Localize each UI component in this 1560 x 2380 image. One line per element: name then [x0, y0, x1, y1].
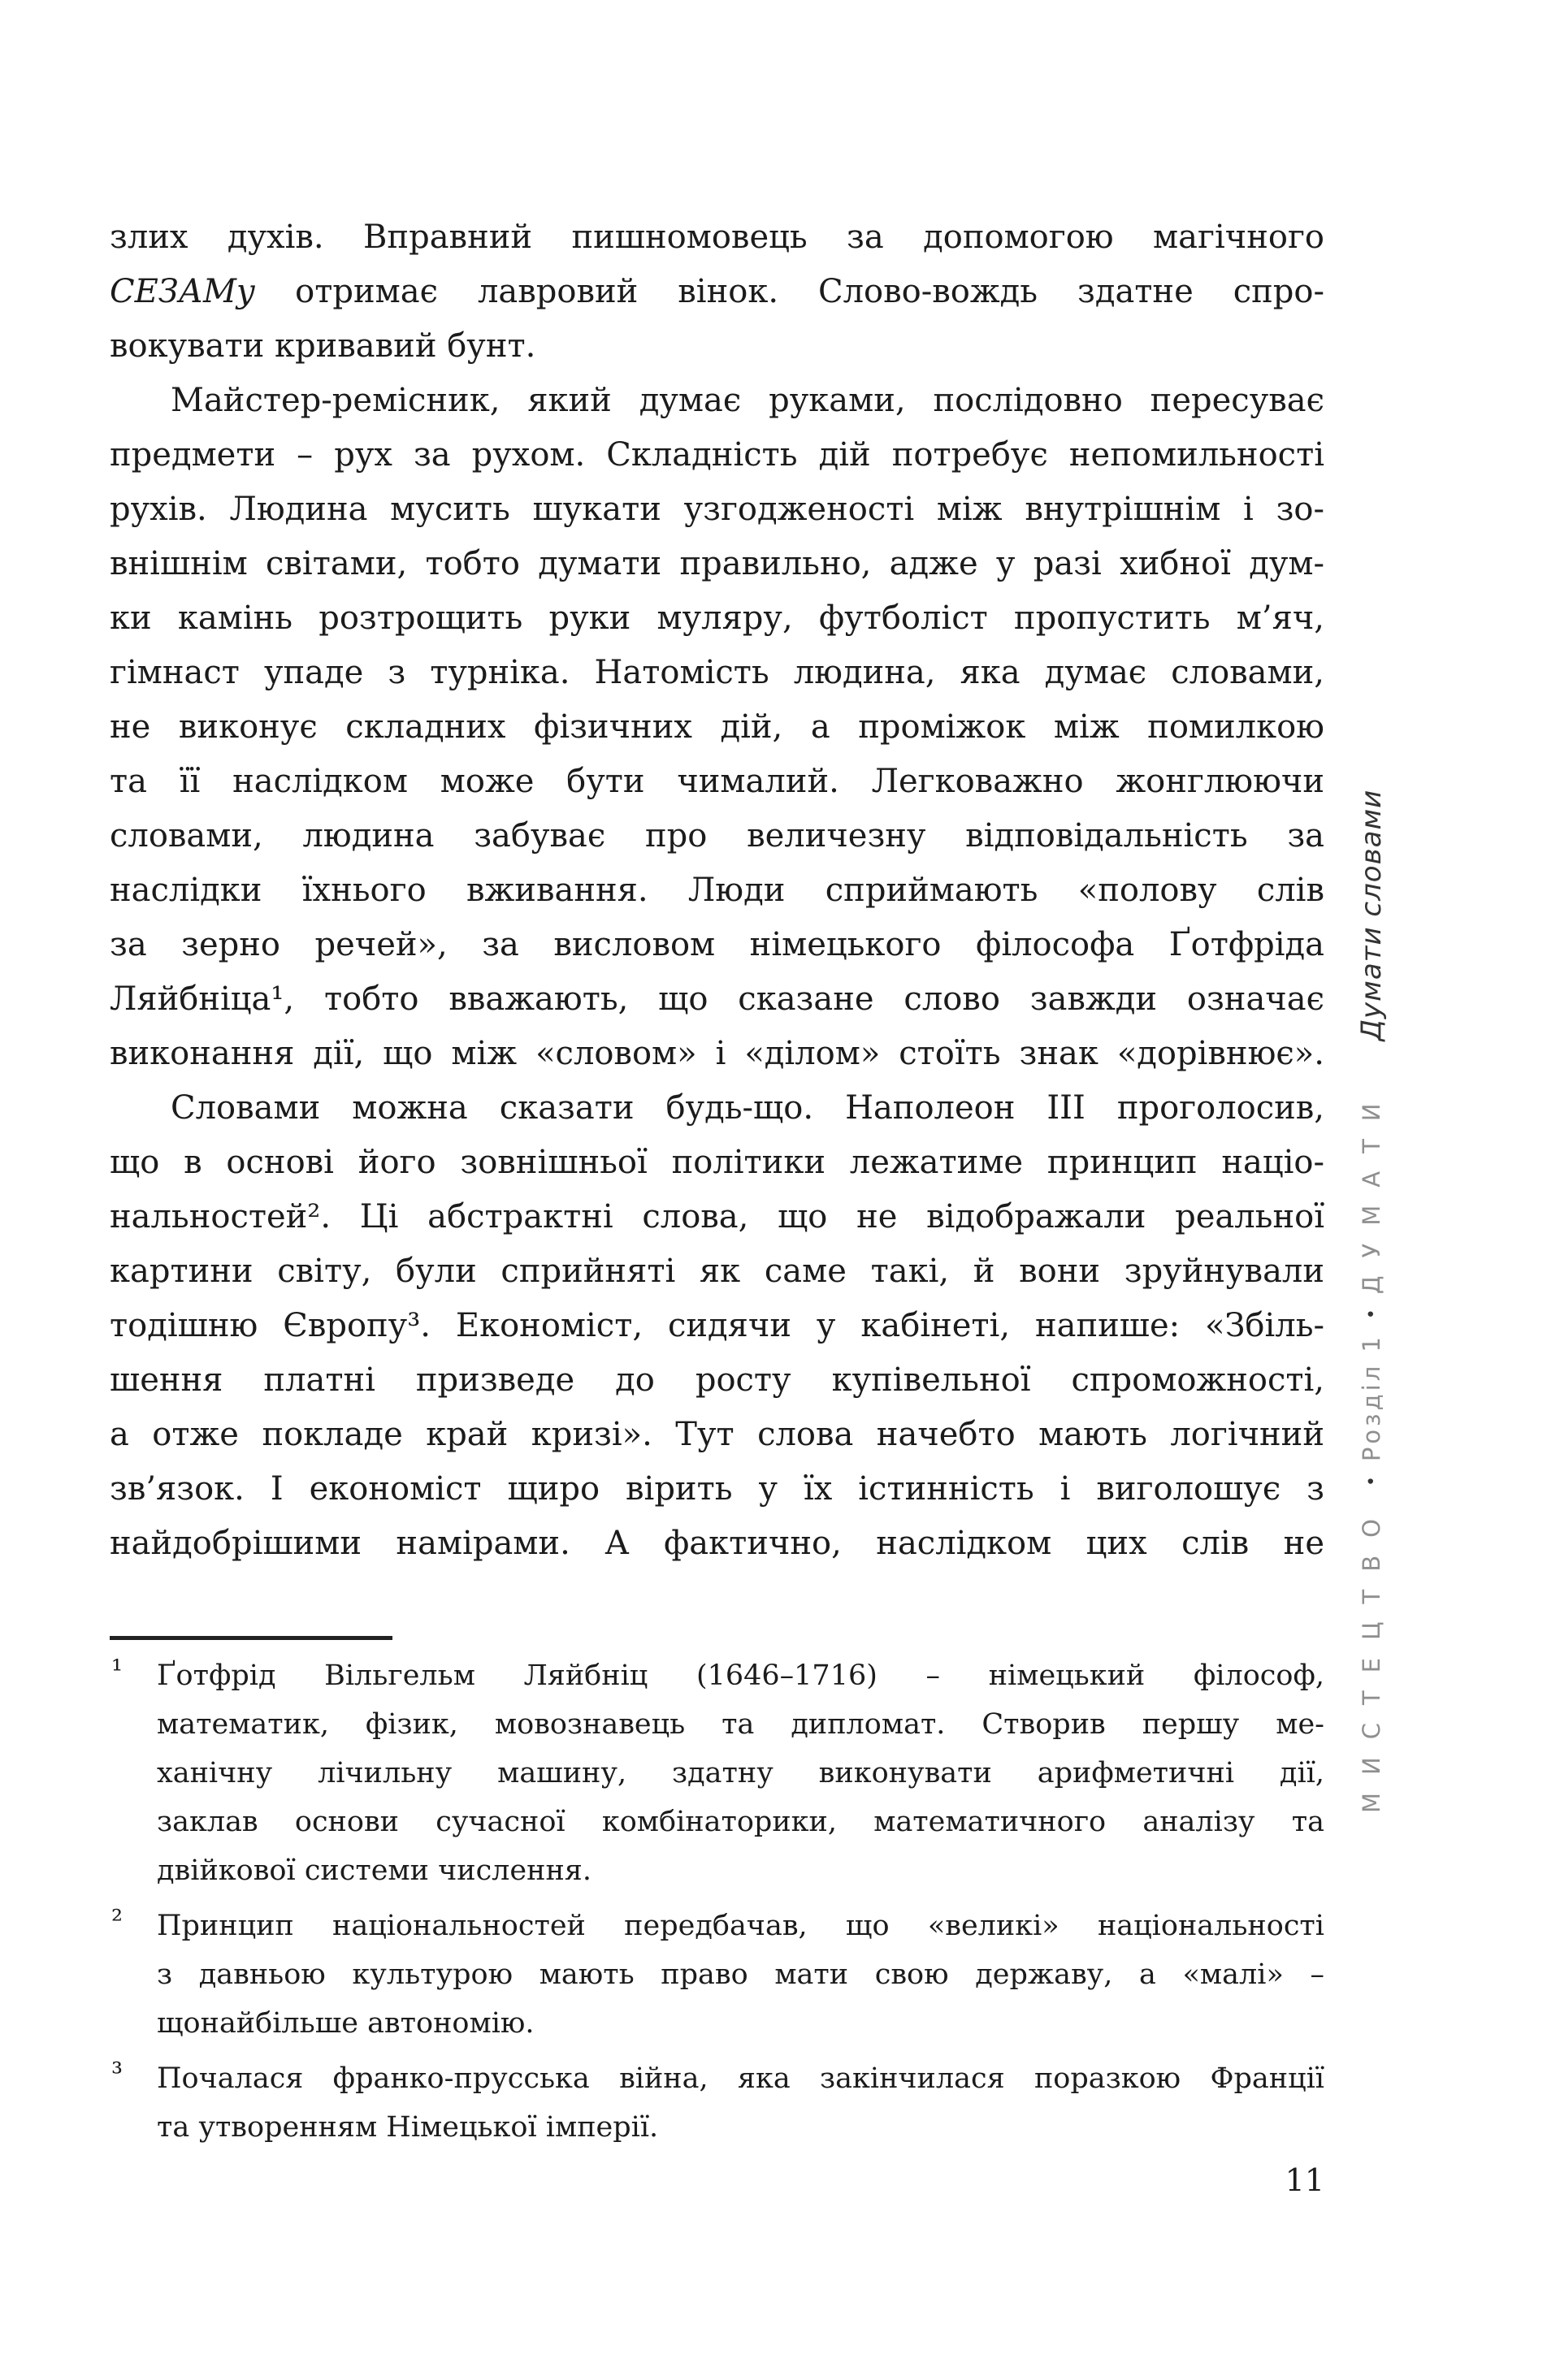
footnote-marker: ¹	[111, 1655, 124, 1687]
text-line: що в основі його зовнішньої політики лежатиме принцип націо-	[110, 1144, 1324, 1181]
footnote-line: та утворенням Німецької імперії.	[157, 2111, 659, 2144]
text-line: картини світу, були сприйняті як саме такі, й вони зруйнували	[110, 1253, 1324, 1290]
footnote-line: щонайбільше автономію.	[157, 2007, 535, 2040]
text-line: тодішню Європу³. Економіст, сидячи у кабінеті, напише: «Збіль-	[110, 1307, 1324, 1344]
text-line: предмети – рух за рухом. Складність дій потребує непомильності	[110, 436, 1324, 474]
paragraph-1	[110, 210, 1324, 374]
footnote-line: ханічну лічильну машину, здатну виконувати арифметичні дії,	[157, 1757, 1324, 1789]
text-line: Словами можна сказати будь-що. Наполеон ІІІ проголосив,	[171, 1089, 1324, 1127]
footnote-line: заклав основи сучасної комбінаторики, математичного аналізу та	[157, 1806, 1324, 1838]
sidebar-book-title-part1: МИСТЕЦТВО	[1358, 1501, 1385, 1813]
text-line: наслідки їхнього вживання. Люди сприймають «полову слів	[110, 872, 1324, 909]
sidebar-bullet: •	[1361, 1309, 1382, 1320]
text-line: виконання дії, що між «словом» і «ділом» стоїть знак «дорівнює».	[110, 1035, 1324, 1072]
chapter-sidebar	[1354, 725, 1389, 1813]
page-number: 11	[1285, 2162, 1324, 2198]
sidebar-bullet: •	[1361, 1476, 1382, 1487]
text-line: вокувати кривавий бунт.	[110, 327, 536, 365]
footnote-marker: ²	[111, 1905, 124, 1937]
paragraph-2	[110, 374, 1324, 1081]
text-line: гімнаст упаде з турніка. Натомість людина, яка думає словами,	[110, 654, 1324, 691]
footnotes-section	[110, 1651, 1324, 2152]
text-line: внішнім світами, тобто думати правильно, адже у разі хибної дум-	[110, 545, 1324, 582]
text-line: нальностей². Ці абстрактні слова, що не відображали реальної	[110, 1198, 1324, 1235]
footnote-line: Почалася франко-прусська війна, яка закінчилася поразкою Франції	[157, 2062, 1324, 2095]
footnote-1	[110, 1651, 1324, 1895]
footnote-marker: ³	[111, 2058, 124, 2090]
text-line: найдобрішими намірами. А фактично, наслідком цих слів не	[110, 1525, 1324, 1562]
footnote-line: математик, фізик, мовознавець та дипломат. Створив першу ме-	[157, 1708, 1324, 1741]
text-line: Ляйбніца¹, тобто вважають, що сказане слово завжди означає	[110, 980, 1324, 1018]
sidebar-chapter-title: Думати словами	[1355, 789, 1388, 1041]
text-line: ки камінь розтрощить руки муляру, футболіст пропустить м’яч,	[110, 599, 1324, 637]
text-block	[110, 210, 1324, 2158]
footnote-line: з давньою культурою мають право мати свою державу, а «малі» –	[157, 1958, 1324, 1991]
footnote-line: Ґотфрід Вільгельм Ляйбніц (1646–1716) – німецький філософ,	[157, 1660, 1324, 1692]
text-line: а отже покладе край кризі». Тут слова начебто мають логічний	[110, 1416, 1324, 1453]
italic-word: СЕЗАМу	[110, 273, 256, 310]
text-line: шення платні призведе до росту купівельної спроможності,	[110, 1361, 1324, 1399]
footnote-line: Принцип національностей передбачав, що «великі» національності	[157, 1910, 1324, 1942]
footnote-line: двійкової системи числення.	[157, 1854, 592, 1887]
paragraph-3	[110, 1081, 1324, 1571]
text-line: Майстер-ремісник, який думає руками, послідовно пересуває	[171, 382, 1324, 419]
footnote-2	[110, 1902, 1324, 2048]
text-line: зв’язок. І економіст щиро вірить у їх істинність і виголошує з	[110, 1470, 1324, 1508]
text-line: словами, людина забуває про величезну відповідальність за	[110, 817, 1324, 855]
text-line	[110, 265, 1324, 319]
text-line: злих духів. Вправний пишномовець за допомогою магічного	[110, 219, 1324, 256]
footnote-3	[110, 2054, 1324, 2152]
sidebar-book-title-part2: ДУМАТИ	[1358, 1085, 1385, 1295]
sidebar-chapter-label: Розділ 1	[1358, 1334, 1385, 1462]
text-line: та її наслідком може бути чималий. Легковажно жонглюючи	[110, 763, 1324, 800]
text-line: не виконує складних фізичних дій, а проміжок між помилкою	[110, 708, 1324, 746]
text-line: рухів. Людина мусить шукати узгодженості між внутрішнім і зо-	[110, 491, 1324, 528]
text-line: за зерно речей», за висловом німецького філософа Ґотфріда	[110, 926, 1324, 963]
footnote-separator	[110, 1636, 392, 1640]
text-segment: отримає лавровий вінок. Слово-вождь здатне спро-	[255, 273, 1324, 310]
